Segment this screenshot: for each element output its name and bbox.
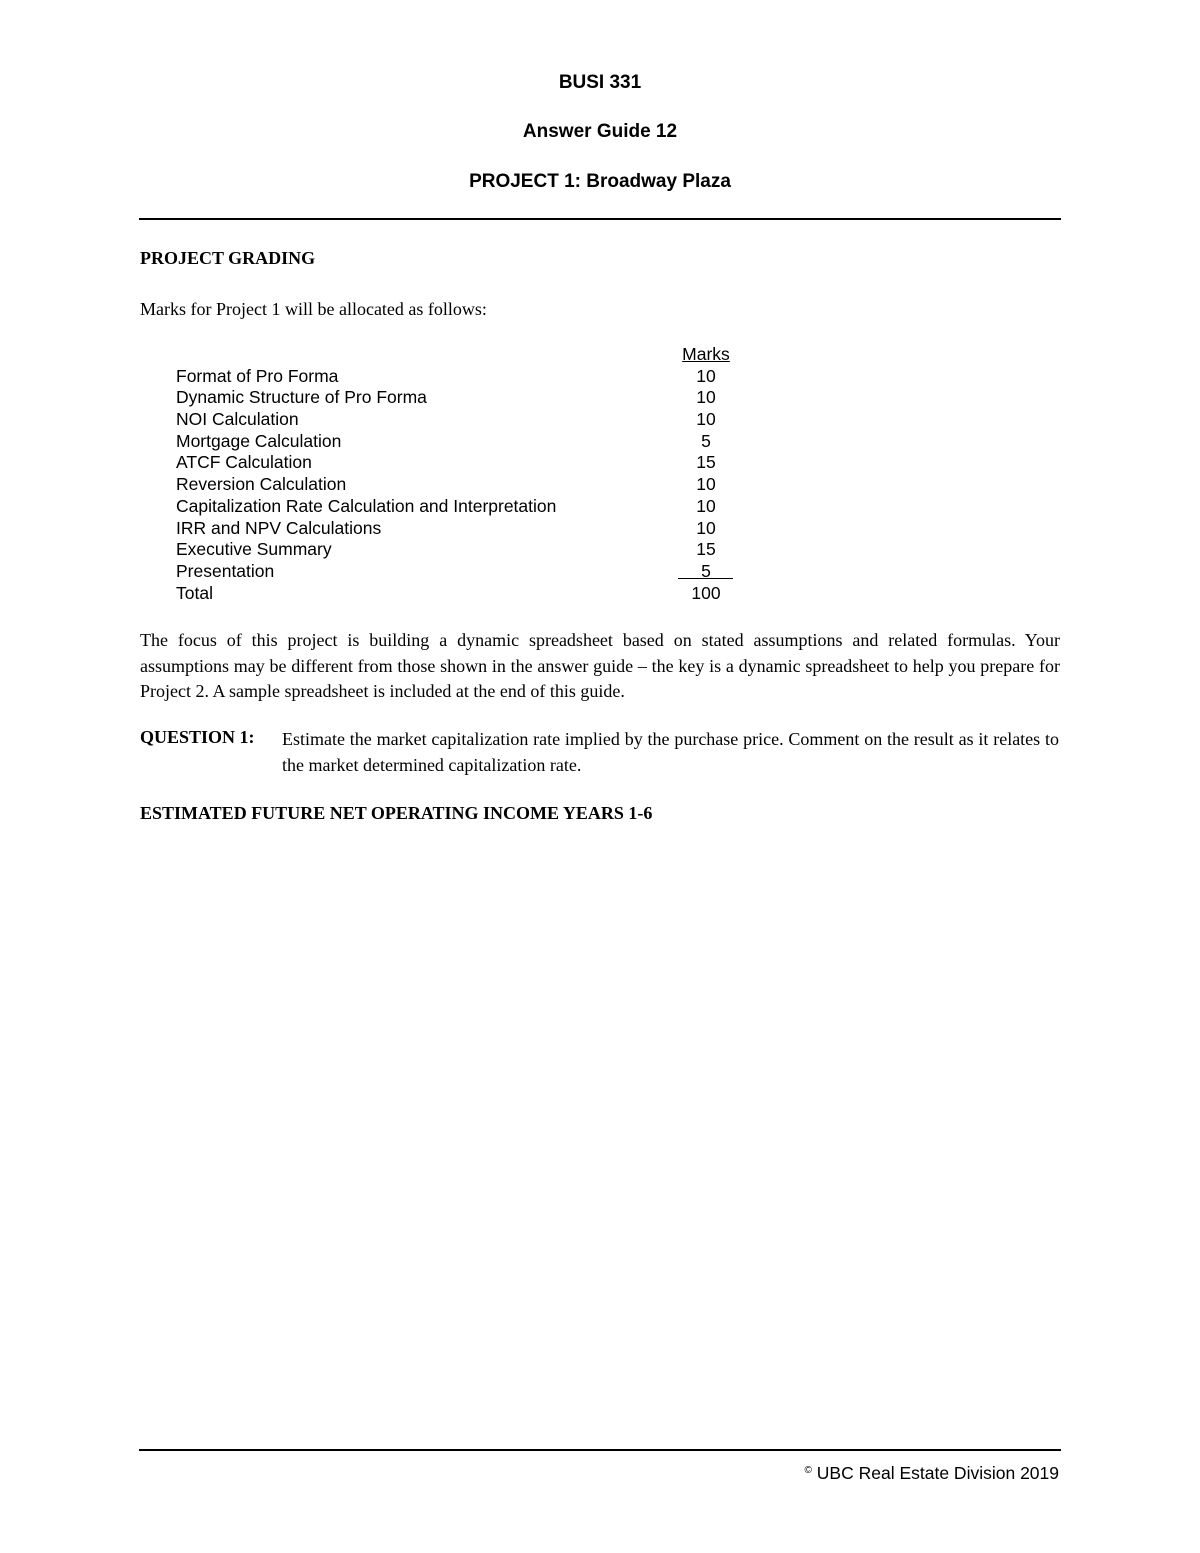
guide-title: Answer Guide 12 [522, 121, 678, 142]
bottom-divider [139, 1449, 1061, 1451]
marks-item-value: 5 [701, 560, 711, 581]
marks-row [176, 518, 746, 540]
marks-row [176, 474, 746, 496]
marks-total-label: Total [176, 582, 213, 603]
marks-item-value: 10 [696, 409, 716, 430]
question-label: QUESTION 1: [140, 727, 255, 747]
marks-item-label: Format of Pro Forma [176, 365, 339, 386]
top-divider [139, 218, 1061, 220]
marks-item-value: 15 [696, 452, 716, 473]
footer [805, 1463, 1059, 1484]
grading-heading: PROJECT GRADING [140, 248, 316, 268]
marks-item-value: 5 [701, 430, 711, 451]
noi-section-heading: ESTIMATED FUTURE NET OPERATING INCOME YEARS 1-6 [140, 803, 653, 823]
marks-item-label: Capitalization Rate Calculation and Interpretation [176, 495, 557, 516]
marks-item-label: Mortgage Calculation [176, 430, 342, 451]
question-text: Estimate the market capitalization rate implied by the purchase price. Comment on the result as it relates to the market determined capitalization rate. [282, 729, 1059, 775]
marks-row [176, 387, 746, 409]
marks-item-value: 10 [696, 365, 716, 386]
marks-item-label: Executive Summary [176, 539, 332, 560]
copyright-symbol: © [804, 1465, 812, 1476]
focus-paragraph: The focus of this project is building a dynamic spreadsheet based on stated assumptions and related formulas. Your assumptions may be different from those shown in the answer guide – the key is a dynamic spreadsheet to help you prepare for Project 2. A sample spreadsheet is included at the end of this guide. [140, 630, 1060, 701]
course-code: BUSI 331 [558, 72, 642, 93]
marks-table [176, 344, 746, 604]
marks-row [176, 366, 746, 388]
marks-column-header: Marks [682, 344, 730, 364]
marks-row [176, 561, 746, 583]
marks-item-label: NOI Calculation [176, 409, 299, 430]
project-title: PROJECT 1: Broadway Plaza [469, 171, 731, 192]
marks-item-value: 10 [696, 495, 716, 516]
grading-intro: Marks for Project 1 will be allocated as follows: [140, 299, 487, 319]
marks-row [176, 539, 746, 561]
marks-item-label: Reversion Calculation [176, 474, 347, 495]
marks-total-value: 100 [691, 582, 721, 603]
marks-item-value: 10 [696, 474, 716, 495]
marks-item-value: 15 [696, 539, 716, 560]
footer-text: UBC Real Estate Division 2019 [816, 1463, 1059, 1483]
marks-item-label: IRR and NPV Calculations [176, 517, 382, 538]
marks-row [176, 452, 746, 474]
marks-row [176, 431, 746, 453]
marks-row [176, 496, 746, 518]
marks-item-label: ATCF Calculation [176, 452, 312, 473]
marks-header-row [176, 344, 746, 366]
marks-total-row [176, 583, 746, 605]
marks-item-label: Dynamic Structure of Pro Forma [176, 387, 427, 408]
marks-row [176, 409, 746, 431]
marks-item-value: 10 [696, 387, 716, 408]
total-underline [678, 578, 733, 579]
marks-item-label: Presentation [176, 560, 275, 581]
marks-item-value: 10 [696, 517, 716, 538]
